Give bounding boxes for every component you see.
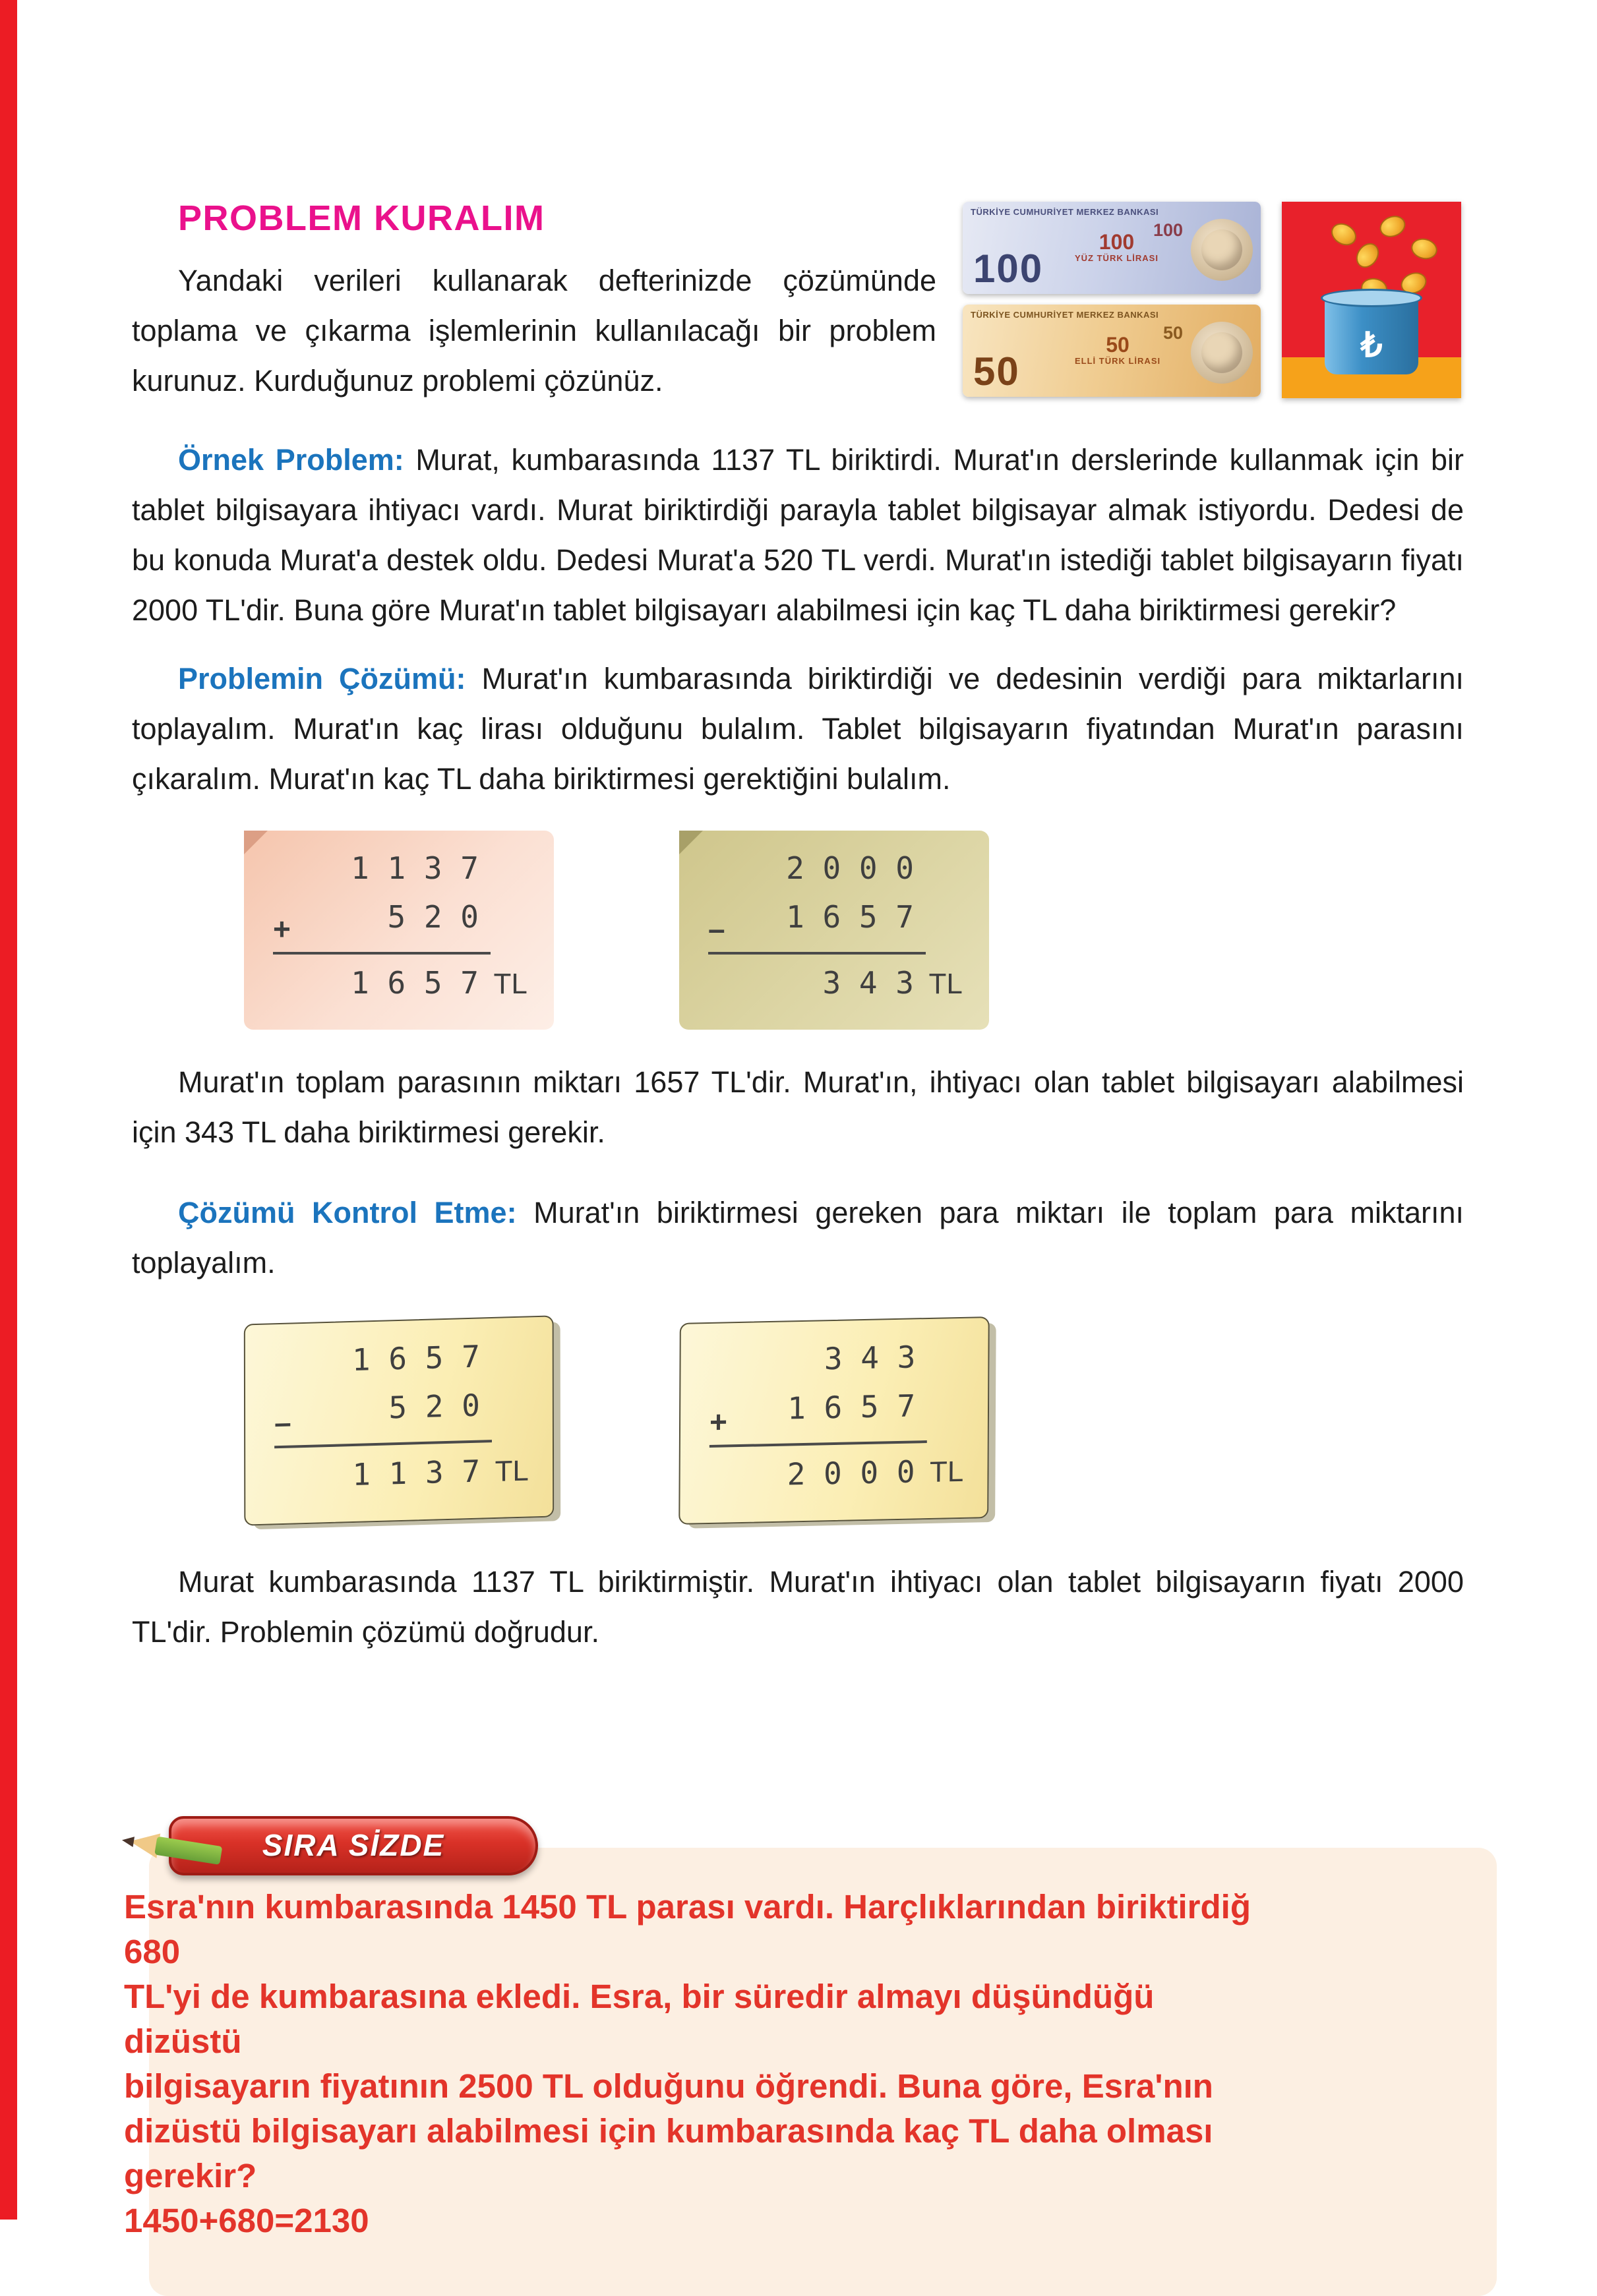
result-paragraph: Murat'ın toplam parasının miktarı 1657 TL'dir. Murat'ın, ihtiyacı olan tablet bilgisayarı alabilmesi için 343 TL daha biriktirmesi gerekir. [132,1065,1464,1149]
note-50-value: 50 [1106,333,1130,357]
section-heading: PROBLEM KURALIM [178,198,545,238]
check-text: Murat'ın biriktirmesi gereken para miktarı ile toplam para miktarını toplayalım. [132,1196,1464,1280]
note-100-denomination [1075,231,1159,264]
addition-calc-box [244,831,554,1030]
note-50-large-value: 50 [973,349,1020,394]
calc-digits: 3 4 3 [824,1339,916,1377]
calc-digits: 3 4 3 [822,965,914,1001]
money-box-illustration [1282,202,1461,398]
calc-operand-row [266,897,554,945]
calc-result-line [708,952,926,955]
calc-operand-row [703,1384,988,1438]
banknotes-stack [963,202,1261,398]
answer-text-line: dizüstü bilgisayarı alabilmesi için kumbarasında kaç TL daha olması [124,2112,1213,2150]
note-50-denomination [1075,334,1160,367]
check-paragraph [132,1188,1464,1288]
bank-name-label: TÜRKİYE CUMHURİYET MERKEZ BANKASI [971,310,1159,320]
example-problem-paragraph [132,435,1464,635]
unit-label: TL [495,1454,529,1488]
note-50-corner-value: 50 [1162,323,1183,343]
calc-digits: 1 1 3 7 [351,850,479,886]
money-bucket-icon [1325,289,1418,374]
pencil-body [154,1837,222,1865]
header-row [132,198,1464,406]
answer-text-line: dizüstü [124,2022,242,2060]
calc-result-row [266,962,554,1011]
solution-text: Murat'ın kumbarasında biriktirdiği ve dedesinin verdiği para miktarlarını toplayalım. Murat'ın kaç lirası olduğunu bulalım. Tablet bilgisayarın fiyatından Murat'ın parasını çıkaralım. Murat'ın kaç TL daha biriktirmesi gerektiğini bulalım. [132,662,1464,796]
calc-result-line [273,952,491,955]
calc-result-row [268,1449,553,1506]
calc-operand-row [702,848,989,897]
calculation-row-1 [244,831,1464,1030]
check-subtraction-box [244,1315,554,1525]
solution-paragraph [132,654,1464,804]
subtraction-calc-box [679,831,989,1030]
calc-digits: 5 2 0 [387,899,479,935]
calc-digits: 2 0 0 0 [786,850,914,886]
sira-sizde-label: SIRA SİZDE [262,1828,445,1862]
coin-icon [1352,239,1383,272]
calc-digits: 1 6 5 7 [351,1338,480,1378]
calc-digits: 1 6 5 7 [351,965,479,1001]
calc-digits: 1 6 5 7 [787,1388,916,1427]
calc-digits: 5 2 0 [388,1387,480,1426]
calc-operand-row [268,1334,553,1390]
note-50-label: ELLİ TÜRK LİRASI [1075,356,1161,366]
page-content [132,198,1464,1657]
calc-digits: 1 1 3 7 [352,1453,481,1493]
ataturk-portrait-icon [1191,219,1253,281]
answer-text-line: bilgisayarın fiyatının 2500 TL olduğunu öğrendi. Buna göre, Esra'nın [124,2067,1213,2105]
calc-digits: 2 0 0 0 [787,1454,915,1492]
bank-name-label: TÜRKİYE CUMHURİYET MERKEZ BANKASI [971,207,1159,217]
unit-label: TL [929,1455,964,1488]
note-100-corner-value: 100 [1153,220,1183,240]
intro-paragraph: Yandaki verileri kullanarak defterinizde çözümünde toplama ve çıkarma işlemlerinin kullanılacağı bir problem kurunuz. Kurduğunuz problemi çözünüz. [132,264,936,397]
unit-label: TL [928,968,963,1000]
example-problem-label: Örnek Problem: [178,443,404,477]
coin-icon [1377,212,1409,241]
calc-operand-row [268,1382,553,1439]
calc-result-row [702,1450,987,1504]
banknote-100 [963,202,1261,294]
answer-text-line: gerekir? [124,2157,257,2194]
unit-label: TL [493,968,527,1000]
answer-text-line: TL'yi de kumbarasına ekledi. Esra, bir süredir almayı düşündüğü [124,1978,1155,2015]
note-100-value: 100 [1099,230,1135,254]
pencil-lead [121,1835,135,1847]
calc-operand-row [702,897,989,945]
conclusion-paragraph: Murat kumbarasında 1137 TL biriktirmiştir. Murat'ın ihtiyacı olan tablet bilgisayarın fiyatı 2000 TL'dir. Problemin çözümü doğrudur. [132,1565,1464,1649]
answer-text-line: Esra'nın kumbarasında 1450 TL parası vardı. Harçlıklarından biriktirdiğ [124,1888,1251,1926]
note-100-label: YÜZ TÜRK LİRASI [1075,253,1159,263]
example-problem-text: Murat, kumbarasında 1137 TL biriktirdi. Murat'ın derslerinde kullanmak için bir tablet bilgisayara ihtiyacı vardı. Murat biriktirdiği parayla tablet bilgisayar almak istiyordu. Dedesi de bu konuda Murat'a destek oldu. Dedesi Murat'a 520 TL verdi. Murat'ın istediği tablet bilgisayarın fiyatı 2000 TL'dir. Buna göre Murat'ın tablet bilgisayarı alabilmesi için kaç TL daha biriktirmesi gerekir? [132,443,1464,627]
calc-operand-row [703,1335,988,1390]
answer-text-line: 1450+680=2130 [124,2202,369,2239]
calculation-row-2 [244,1320,1464,1521]
check-label: Çözümü Kontrol Etme: [178,1196,517,1229]
calc-operator: – [708,912,725,946]
bucket-opening [1321,289,1422,307]
ataturk-portrait-icon [1191,322,1253,384]
money-illustrations [963,198,1464,398]
intro-column [132,198,936,406]
sira-sizde-section [124,1816,1477,2243]
calc-operand-row [266,848,554,897]
calc-operator: + [273,912,291,946]
sira-sizde-badge [169,1816,538,1875]
banknote-50 [963,305,1261,397]
note-100-large-value: 100 [973,247,1044,291]
check-addition-box [678,1316,989,1525]
coin-icon [1327,219,1360,250]
calc-result-line [709,1440,927,1448]
page-edge-bar [0,0,17,2220]
calc-operator: – [274,1405,291,1440]
calc-result-line [274,1440,492,1448]
calc-result-row [702,962,989,1011]
solution-label: Problemin Çözümü: [178,662,466,695]
calc-operator: + [709,1404,728,1439]
lira-symbol: ₺ [1360,326,1383,365]
answer-text-block [124,1885,1477,2243]
answer-text-line: 680 [124,1933,181,1970]
coin-icon [1409,236,1439,262]
calc-digits: 1 6 5 7 [786,899,914,935]
